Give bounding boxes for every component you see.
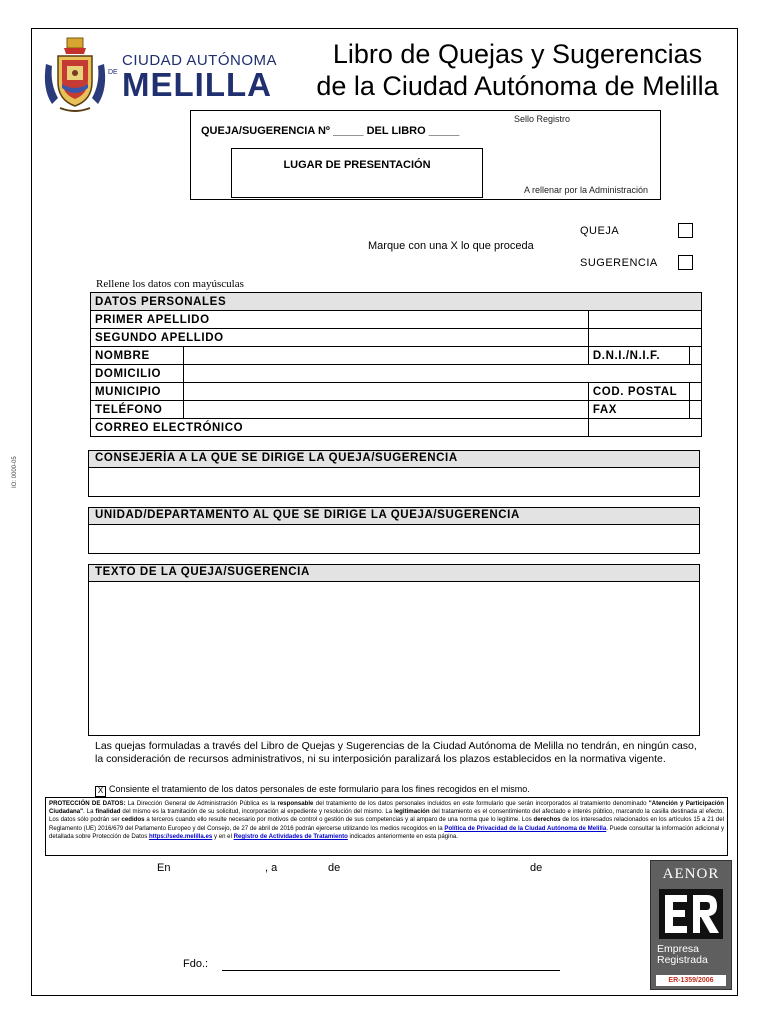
- nota-legal: Las quejas formuladas a través del Libro de Quejas y Sugerencias de la Ciudad Autónoma de Melilla no tendrán, en ningún caso, la consideración de recursos administrativos, ni su interposición paralizará los plazos establecidos en la normativa vigente.: [95, 740, 697, 765]
- privacy-text: a terceros cuando ello resulte necesario por motivos de control o gestión de sus competencias y al amparo de una norma que lo legitime. Los: [144, 816, 534, 824]
- privacy-bold: derechos: [533, 816, 561, 824]
- telefono-field[interactable]: [184, 401, 589, 419]
- nombre-label: NOMBRE: [91, 347, 184, 365]
- consejeria-field[interactable]: [89, 468, 699, 496]
- privacy-text: . Puede consultar la información adicional y detallada sobre Protección de Datos: [49, 824, 724, 840]
- logo-de: DE: [108, 69, 118, 76]
- domicilio-field[interactable]: [184, 365, 702, 383]
- sugerencia-label: SUGERENCIA: [580, 257, 658, 269]
- consentimiento-text: Consiente el tratamiento de los datos personales de este formulario para los fines recogidos en el mismo.: [109, 784, 530, 794]
- aenor-line2: Registrada: [657, 954, 708, 966]
- privacy-text: La Dirección General de Administración Pública es la: [125, 800, 278, 807]
- firma-line[interactable]: [222, 970, 560, 971]
- municipio-label: MUNICIPIO: [91, 383, 184, 401]
- fecha-de1-label: de: [328, 862, 341, 874]
- lugar-presentacion-label: LUGAR DE PRESENTACIÓN: [283, 159, 431, 171]
- registro-actividades-link[interactable]: Registro de Actividades de Tratamiento: [233, 832, 348, 840]
- logo-line1: CIUDAD AUTÓNOMA: [122, 52, 278, 69]
- consejeria-section: [88, 450, 700, 497]
- politica-privacidad-link[interactable]: Política de Privacidad de la Ciudad Autónoma de Melilla: [444, 824, 607, 832]
- correo-label: CORREO ELECTRÓNICO: [91, 419, 589, 437]
- consejeria-header: CONSEJERÍA A LA QUE SE DIRIGE LA QUEJA/SUGERENCIA: [89, 451, 699, 468]
- cod-postal-field[interactable]: [689, 383, 701, 401]
- privacy-text: de los interesados relacionados en los artículos 15 a 21 del Reglamento (UE) 2016/679 del Parlamento Europeo y del Consejo, de 27 de abril de 2016 podrán ejercerse utilizando los medios recogidos en la: [49, 816, 724, 832]
- logo-line2: MELILLA: [122, 66, 272, 103]
- sede-melilla-link[interactable]: https://sede.melilla.es: [148, 832, 213, 840]
- telefono-label: TELÉFONO: [91, 401, 184, 419]
- lugar-presentacion-box[interactable]: [231, 148, 483, 198]
- marque-instruction: Marque con una X lo que proceda: [368, 240, 534, 252]
- aenor-registered: [657, 944, 708, 966]
- segundo-apellido-field[interactable]: [588, 329, 701, 347]
- privacy-bold: legitimación: [394, 808, 430, 816]
- fecha-a-label: , a: [265, 862, 278, 874]
- coat-of-arms-icon: [40, 34, 110, 114]
- unidad-section: [88, 507, 700, 554]
- privacy-text: indicados anteriormente en esta página.: [347, 832, 458, 840]
- rellenar-admin-label: A rellenar por la Administración: [523, 185, 648, 195]
- nombre-field[interactable]: [184, 347, 589, 365]
- queja-numero-label: QUEJA/SUGERENCIA Nº _____ DEL LIBRO _____: [201, 125, 460, 137]
- privacy-text: del tratamiento de los datos personales incluidos en este formulario que serán incorporados al tratamiento denominado: [313, 800, 649, 807]
- texto-header: TEXTO DE LA QUEJA/SUGERENCIA: [89, 565, 699, 582]
- privacy-bold: finalidad: [95, 808, 121, 816]
- datos-personales-table: [90, 292, 702, 437]
- domicilio-label: DOMICILIO: [91, 365, 184, 383]
- side-code: IO: 0000-05: [12, 456, 18, 488]
- privacy-text: del mismo es la tramitación de su solicitud, incorporación al expediente y resolución del mismo. La: [120, 808, 395, 816]
- fax-label: FAX: [588, 401, 689, 419]
- dni-label: D.N.I./N.I.F.: [588, 347, 689, 365]
- aenor-badge: [650, 860, 732, 990]
- proteccion-datos-box: [45, 797, 728, 856]
- consentimiento: [95, 784, 530, 797]
- texto-field[interactable]: [89, 582, 699, 734]
- page-title: [300, 38, 735, 102]
- cod-postal-label: COD. POSTAL: [588, 383, 689, 401]
- privacy-bold: cedidos: [121, 816, 145, 824]
- dni-field[interactable]: [689, 347, 701, 365]
- sello-registro-label: Sello Registro: [513, 114, 570, 124]
- unidad-field[interactable]: [89, 525, 699, 553]
- aenor-line1: Empresa: [657, 943, 700, 955]
- unidad-header: UNIDAD/DEPARTAMENTO AL QUE SE DIRIGE LA QUEJA/SUGERENCIA: [89, 508, 699, 525]
- firma-label: Fdo.:: [183, 958, 209, 970]
- registro-box: [190, 110, 661, 200]
- rellene-instruction: Rellene los datos con mayúsculas: [96, 278, 244, 290]
- fecha-de2-label: de: [530, 862, 543, 874]
- queja-checkbox[interactable]: [678, 223, 693, 238]
- texto-section: [88, 564, 700, 736]
- primer-apellido-field[interactable]: [588, 311, 701, 329]
- privacy-text: y en el: [212, 832, 234, 840]
- aenor-title: AENOR: [662, 866, 720, 882]
- queja-label: QUEJA: [580, 225, 620, 237]
- fax-field[interactable]: [689, 401, 701, 419]
- title-line2: de la Ciudad Autónoma de Melilla: [316, 71, 719, 101]
- privacy-text: del tratamiento es el consentimiento del afectado e interés público, marcando la casilla destinada al efecto. Los datos sólo podrán ser: [49, 808, 724, 824]
- privacy-label: PROTECCIÓN DE DATOS:: [49, 800, 126, 807]
- privacy-bold: "Atención y Participación Ciudadana": [49, 800, 724, 816]
- correo-field[interactable]: [588, 419, 701, 437]
- privacy-bold: responsable: [277, 800, 314, 807]
- er-logo-icon: [659, 889, 723, 939]
- consentimiento-checkbox[interactable]: X: [95, 786, 106, 797]
- sugerencia-checkbox[interactable]: [678, 255, 693, 270]
- privacy-text: . La: [83, 808, 96, 816]
- aenor-code: ER-1359/2006: [656, 975, 726, 986]
- fecha-en-label: En: [157, 862, 171, 874]
- primer-apellido-label: PRIMER APELLIDO: [91, 311, 589, 329]
- segundo-apellido-label: SEGUNDO APELLIDO: [91, 329, 589, 347]
- datos-personales-header: DATOS PERSONALES: [91, 293, 702, 311]
- title-line1: Libro de Quejas y Sugerencias: [332, 39, 703, 69]
- municipio-field[interactable]: [184, 383, 589, 401]
